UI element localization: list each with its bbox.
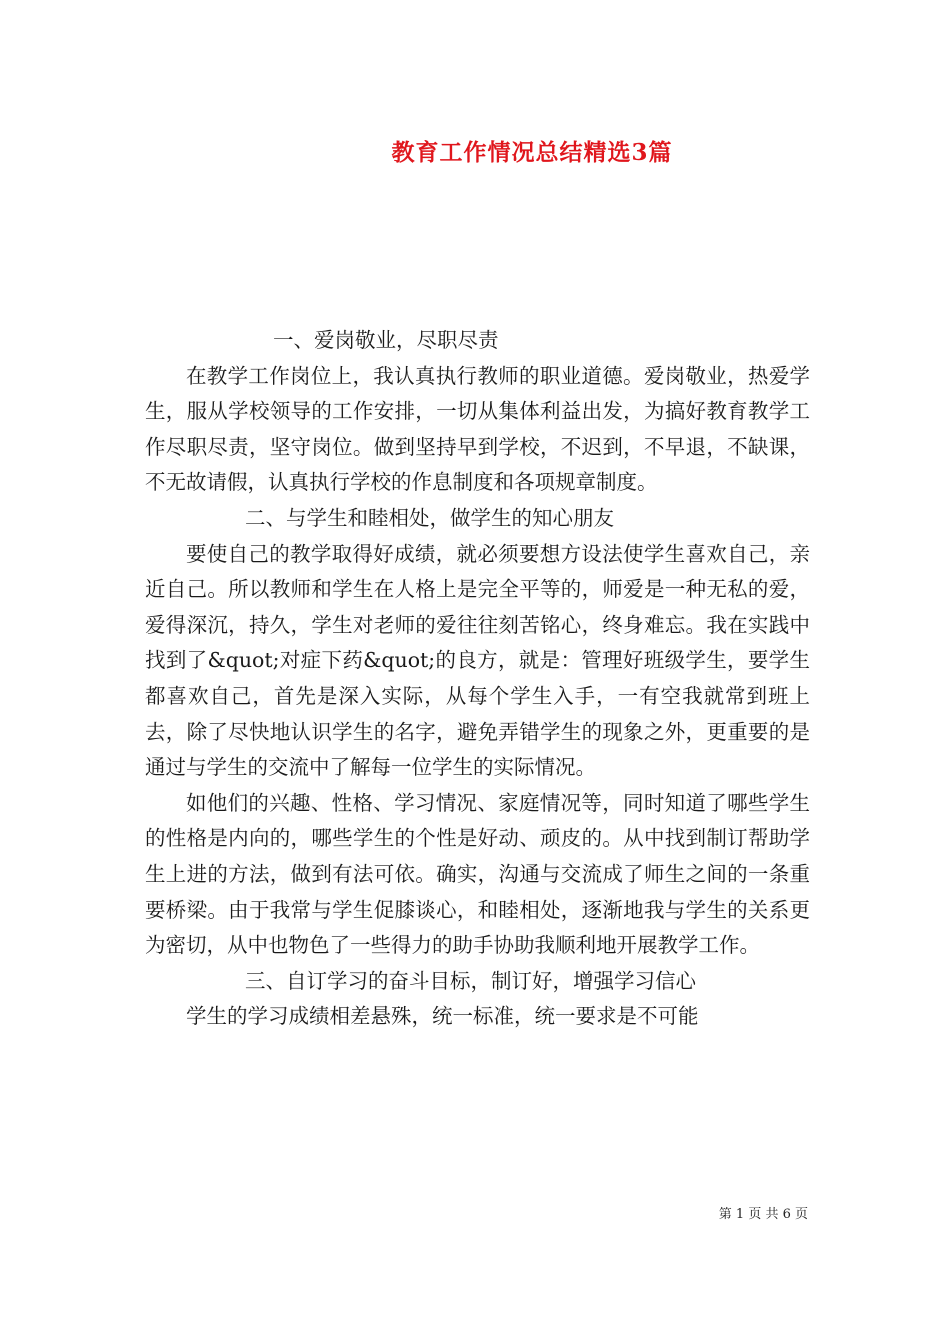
body-paragraph-3: 如他们的兴趣、性格、学习情况、家庭情况等，同时知道了哪些学生的性格是内向的，哪些学生的个性是好动、顽皮的。从中找到制订帮助学生上进的方法，做到有法可依。确实，沟通与交流成了师生之间的一条重要桥梁。由于我常与学生促膝谈心，和睦相处，逐渐地我与学生的关系更为密切，从中也物色了一些得力的助手协助我顺利地开展教学工作。: [145, 790, 810, 958]
document-body: [145, 323, 810, 1035]
body-paragraph-1: 在教学工作岗位上，我认真执行教师的职业道德。爱岗敬业，热爱学生，服从学校领导的工作安排，一切从集体利益出发，为搞好教育教学工作尽职尽责，坚守岗位。做到坚持早到学校，不迟到，不早退，不缺课，不无故请假，认真执行学校的作息制度和各项规章制度。: [145, 363, 810, 495]
document-title: 教育工作情况总结精选3篇: [391, 139, 673, 166]
section-heading-1: 一、爱岗敬业，尽职尽责: [273, 328, 499, 352]
body-paragraph-4: 学生的学习成绩相差悬殊，统一标准，统一要求是不可能: [186, 1004, 699, 1029]
page-number-footer: 第 1 页 共 6 页: [718, 1207, 808, 1222]
section-heading-2: 二、与学生和睦相处，做学生的知心朋友: [245, 505, 614, 530]
body-paragraph-2: 要使自己的教学取得好成绩，就必须要想方设法使学生喜欢自己，亲近自己。所以教师和学生在人格上是完全平等的，师爱是一种无私的爱，爱得深沉，持久，学生对老师的爱往往刻苦铭心，终身难忘。我在实践中找到了&quot;对症下药&quot;的良方，就是：管理好班级学生，要学生都喜欢自己，首先是深入实际，从每个学生入手，一有空我就常到班上去，除了尽快地认识学生的名字，避免弄错学生的现象之外，更重要的是通过与学生的交流中了解每一位学生的实际情况。: [145, 541, 810, 780]
section-heading-3: 三、自订学习的奋斗目标，制订好，增强学习信心: [245, 968, 696, 993]
